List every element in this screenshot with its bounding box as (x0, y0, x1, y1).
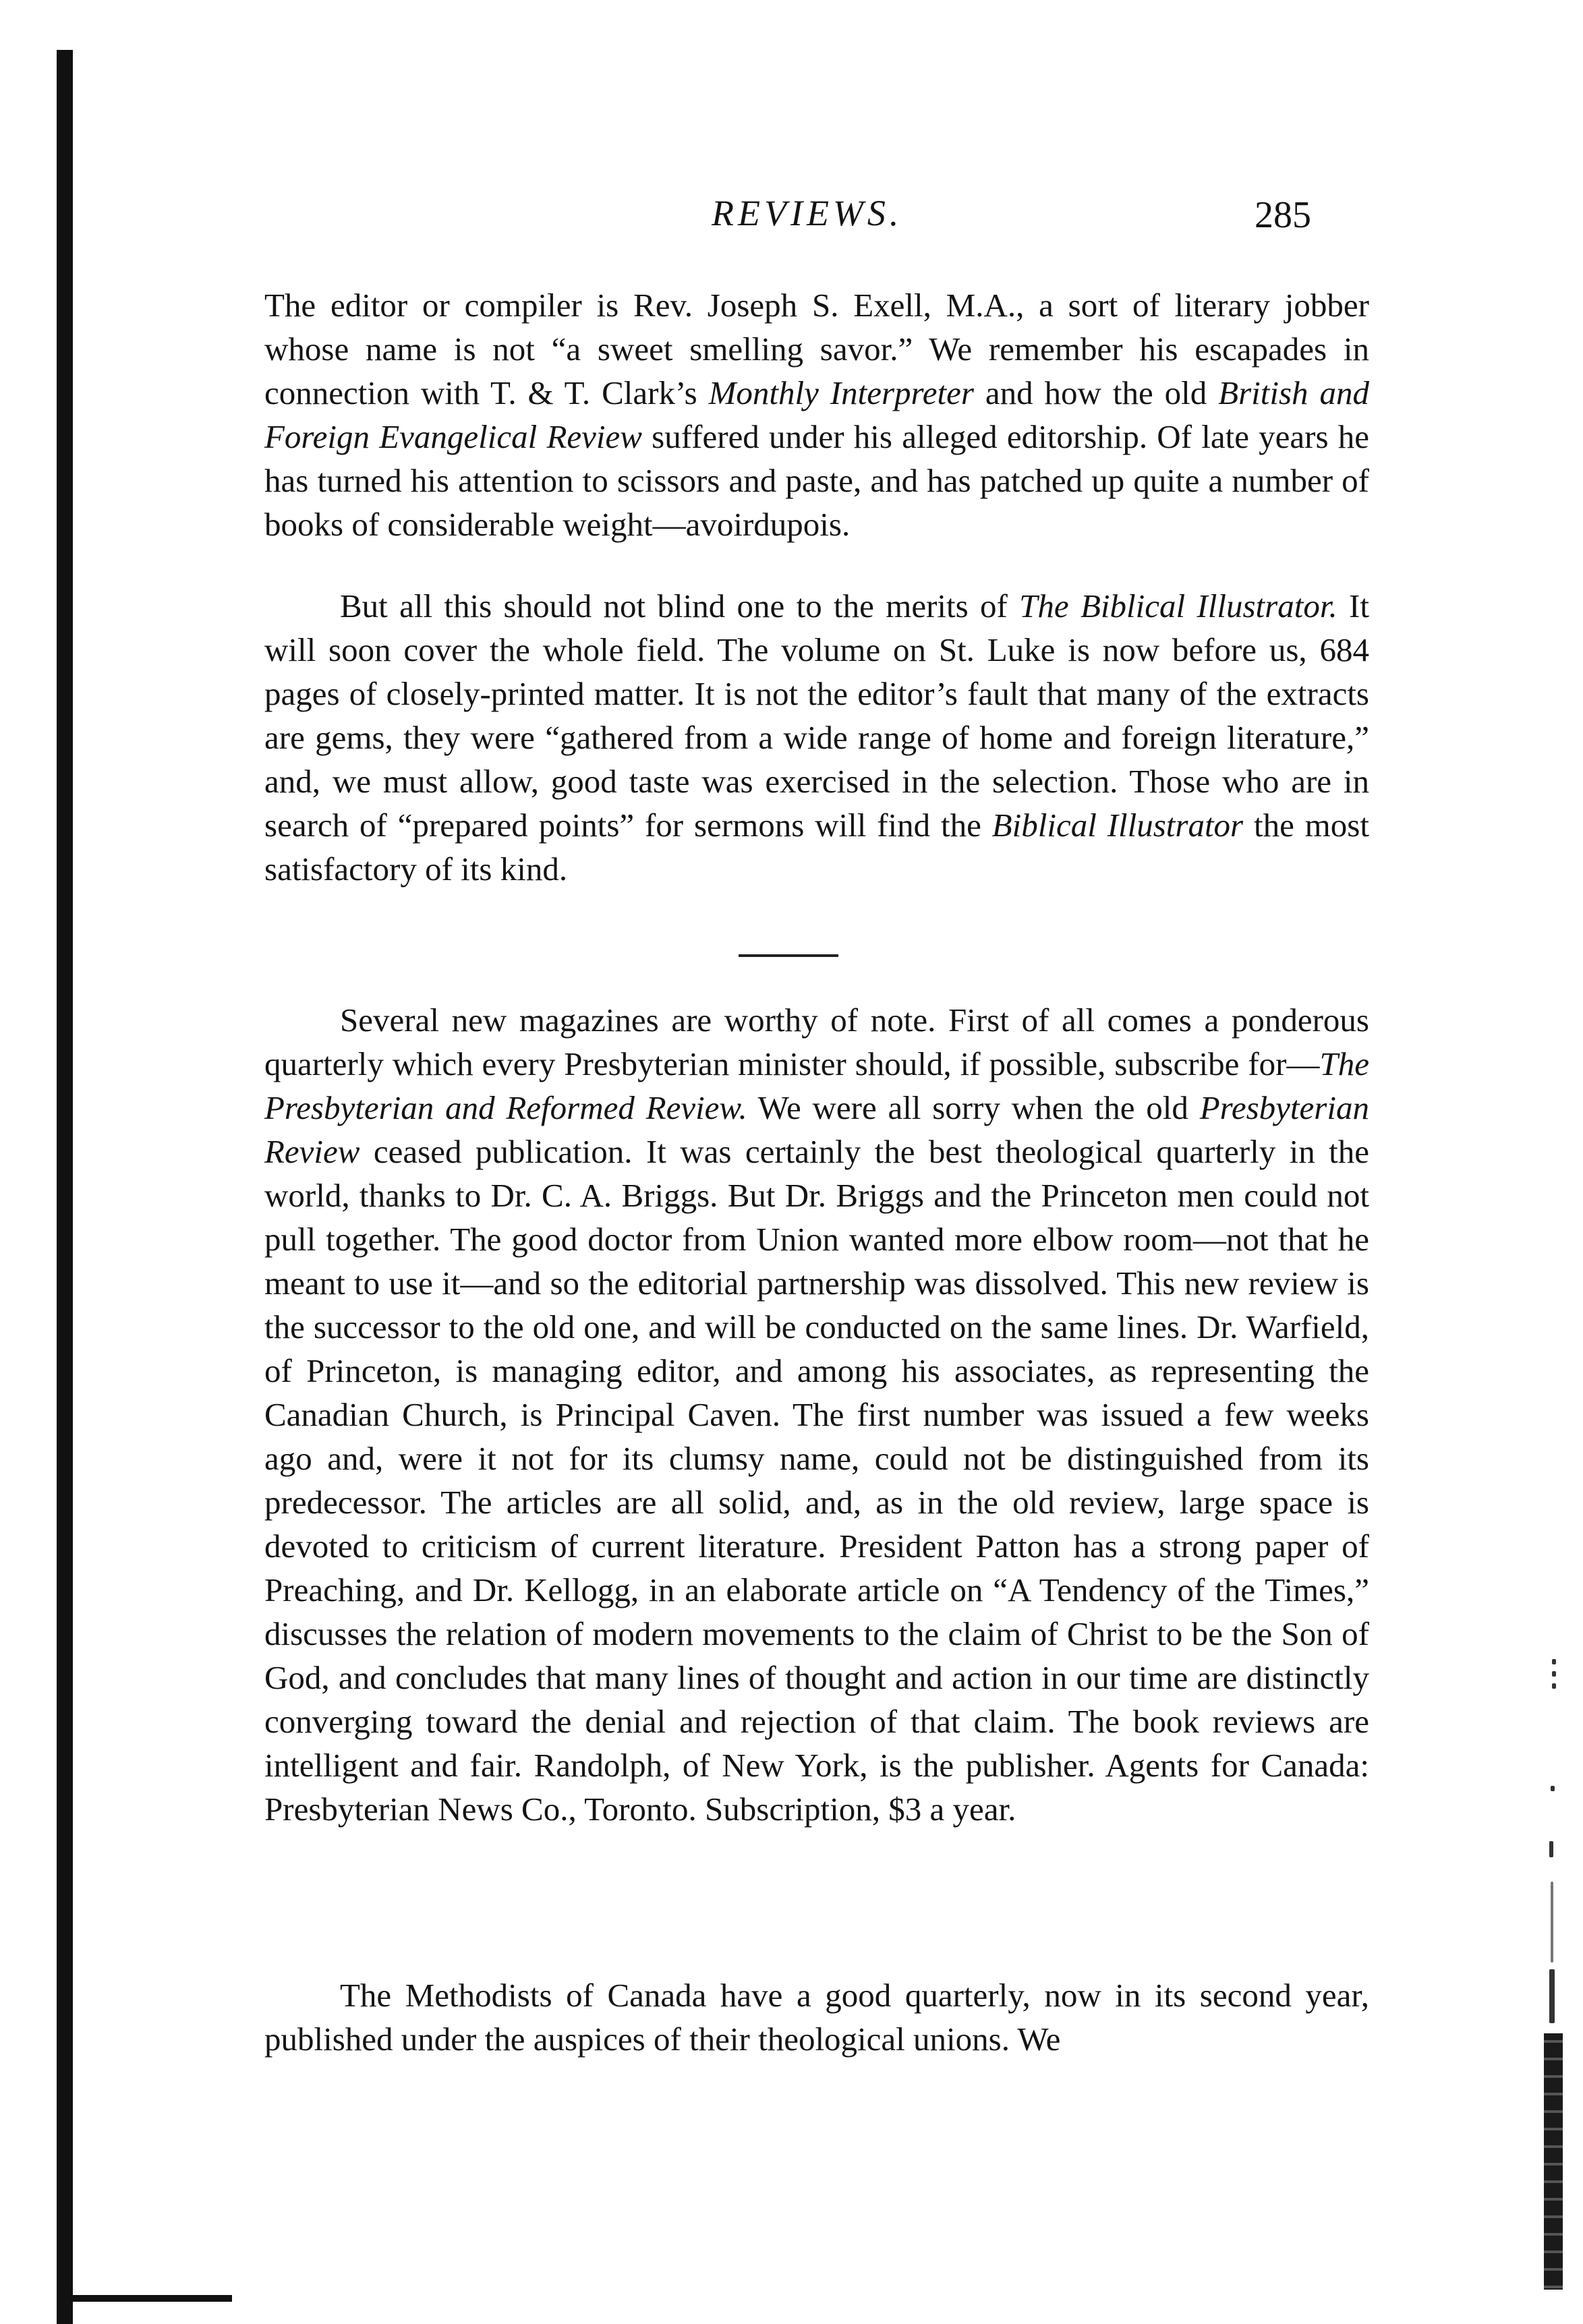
scan-edge-marks (1541, 1659, 1568, 2300)
page-number: 285 (1255, 194, 1311, 236)
edge-dot (1551, 1882, 1553, 1963)
edge-dot (1552, 1683, 1556, 1689)
scan-bottom-border (57, 2295, 232, 2302)
edge-dot (1551, 1786, 1555, 1791)
text-run: The Methodists of Canada have a good quarterly, now in its second year, published under the auspices of their theological unions. We (264, 1977, 1369, 2058)
edge-dot (1552, 1671, 1556, 1677)
italic-title: Biblical Illustrator (991, 807, 1244, 844)
italic-title: Monthly Interpreter (708, 374, 974, 411)
edge-dot (1549, 1841, 1553, 1857)
paragraph-biblical-illustrator (264, 584, 1369, 891)
text-run: The editor or compiler is Rev. Joseph S. Exell, M.A., a sort of literary jobber whose name is not “a sweet smelling savor.” We remember his escapades in connection with T. & T. Clark’s (264, 287, 1369, 411)
text-run: suffered under his alleged editorship. Of late years he has turned his attention to scissors and paste, and has patched up quite a number of books of considerable weight—avoirdupois. (264, 418, 1370, 543)
text-run: Several new magazines are worthy of note. First of all comes a ponderous quarterly which every Presbyterian minister should, if possible, subscribe for— (264, 1001, 1369, 1082)
paragraph-methodist-quarterly (264, 1973, 1369, 2061)
scan-left-border (57, 50, 73, 2324)
italic-title: Presbyterian Review (264, 1089, 1369, 1170)
text-run: ceased publication. It was certainly the best theological quarterly in the world, thanks to Dr. C. A. Briggs. But Dr. Briggs and the Princeton men could not pull together. The good doctor from Union wanted more elbow room—not that he meant to use it—and so the editorial partnership was dissolved. This new review is the successor to the old one, and will be conducted on the same lines. Dr. Warfield, of Princeton, is managing editor, and among his associates, as representing the Canadian Church, is Principal Caven. The first number was issued a few weeks ago and, were it not for its clumsy name, could not be distinguished from its predecessor. The articles are all solid, and, as in the old review, large space is devoted to criticism of current literature. President Patton has a strong paper of Preaching, and Dr. Kellogg, in an elaborate article on “A Tendency of the Times,” discusses the relation of modern movements to the claim of Christ to be the Son of God, and concludes that many lines of thought and action in our time are distinctly converging toward the denial and rejection of that claim. The book reviews are intelligent and fair. Randolph, of New York, is the publisher. Agents for Canada: Presbyterian News Co., Toronto. Subscription, $3 a year. (264, 1133, 1369, 1828)
text-run: But all this should not blind one to the merits of (340, 587, 1020, 624)
italic-title: The Biblical Illustrator. (1019, 587, 1337, 624)
edge-dot (1552, 1659, 1556, 1664)
paragraph-exell-editor (264, 283, 1369, 546)
text-run: and how the old (973, 374, 1219, 411)
page-header (0, 192, 1583, 246)
italic-title: British and Foreign Evangelical Review (264, 374, 1369, 455)
running-title: REVIEWS. (712, 193, 903, 233)
section-divider (739, 954, 838, 957)
text-run: We were all sorry when the old (747, 1089, 1200, 1126)
paragraph-presbyterian-review (264, 998, 1369, 1831)
text-run: It will soon cover the whole field. The volume on St. Luke is now before us, 684 pages of closely-printed matter. It is not the editor’s fault that many of the extracts are gems, they were “gathered from a wide range of home and foreign literature,” and, we must allow, good taste was exercised in the selection. Those who are in search of “prepared points” for sermons will find the (264, 587, 1369, 844)
italic-title: The Presbyterian and Reformed Review. (264, 1045, 1369, 1126)
edge-band (1544, 2033, 1563, 2290)
edge-dot (1549, 1969, 1555, 2023)
text-run: the most satisfactory of its kind. (264, 807, 1369, 888)
